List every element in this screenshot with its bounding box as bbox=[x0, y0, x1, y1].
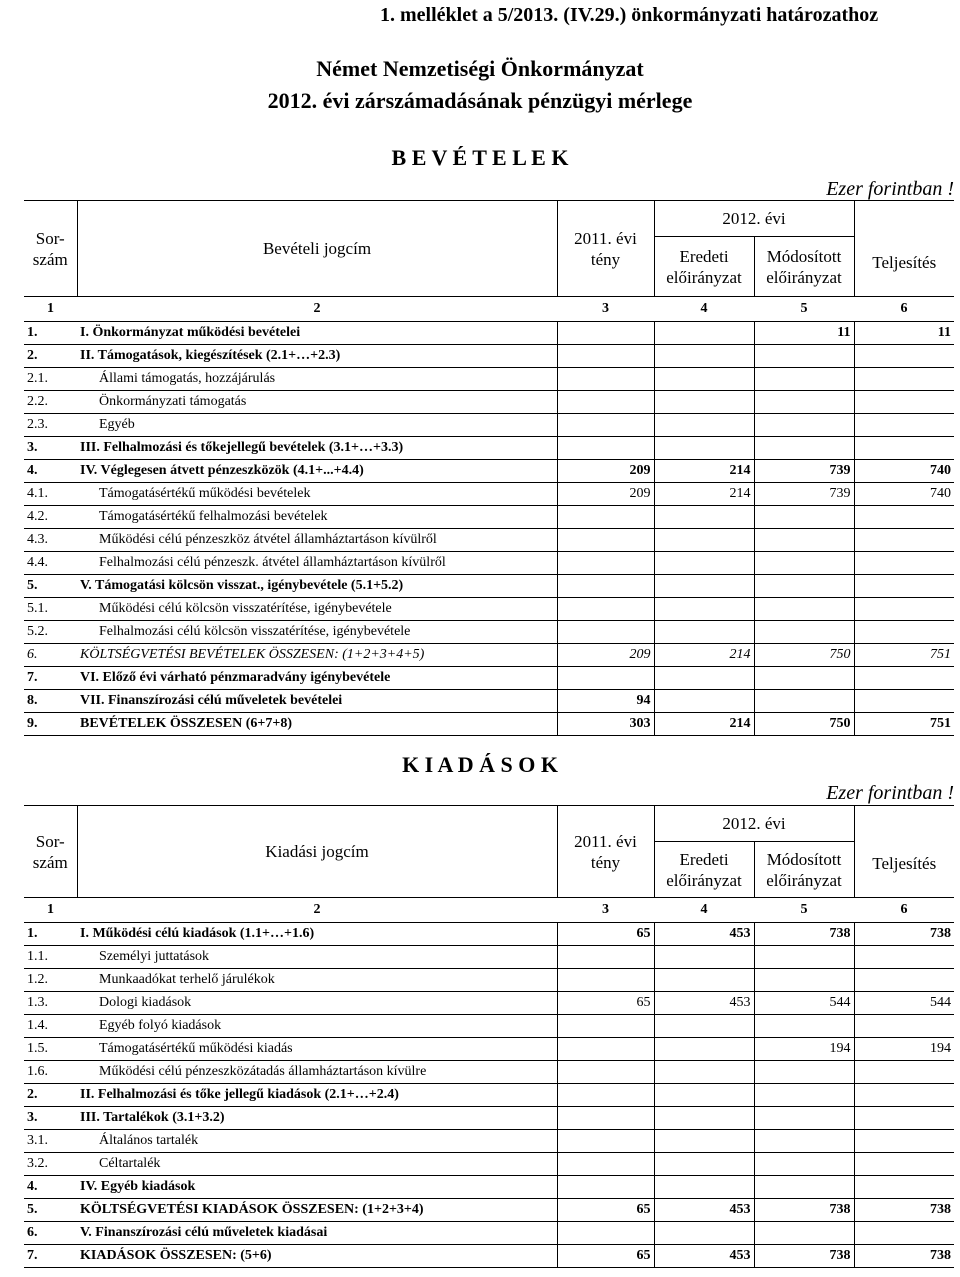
value-modositott: 544 bbox=[754, 992, 854, 1015]
col-header-sorszam: Sor- szám bbox=[24, 201, 77, 297]
row-number: 3.2. bbox=[24, 1153, 77, 1176]
value-2011-teny: 209 bbox=[557, 460, 654, 483]
value-2011-teny bbox=[557, 946, 654, 969]
row-label: II. Támogatások, kiegészítések (2.1+…+2.3) bbox=[77, 345, 557, 368]
value-teljesites: 740 bbox=[854, 460, 954, 483]
table-row bbox=[24, 644, 954, 667]
value-modositott bbox=[754, 552, 854, 575]
value-2011-teny bbox=[557, 437, 654, 460]
row-number: 4. bbox=[24, 1176, 77, 1199]
value-modositott bbox=[754, 1061, 854, 1084]
row-number: 6. bbox=[24, 644, 77, 667]
value-eredeti bbox=[654, 391, 754, 414]
row-label: V. Finanszírozási célú műveletek kiadásai bbox=[77, 1222, 557, 1245]
row-label: III. Felhalmozási és tőkejellegű bevételek (3.1+…+3.3) bbox=[77, 437, 557, 460]
col-number: 5 bbox=[754, 898, 854, 923]
value-modositott bbox=[754, 667, 854, 690]
value-eredeti bbox=[654, 690, 754, 713]
expense-table bbox=[24, 805, 954, 1268]
value-eredeti: 214 bbox=[654, 644, 754, 667]
revenue-unit-note: Ezer forintban ! bbox=[826, 178, 954, 200]
value-teljesites: 740 bbox=[854, 483, 954, 506]
value-2011-teny: 65 bbox=[557, 992, 654, 1015]
row-label: Támogatásértékű működési kiadás bbox=[77, 1038, 557, 1061]
col-number: 1 bbox=[24, 898, 77, 923]
value-modositott bbox=[754, 1153, 854, 1176]
row-number: 7. bbox=[24, 667, 77, 690]
value-teljesites bbox=[854, 345, 954, 368]
col-header-teljesites: Teljesítés bbox=[854, 201, 954, 297]
value-modositott bbox=[754, 621, 854, 644]
value-eredeti bbox=[654, 322, 754, 345]
value-modositott bbox=[754, 969, 854, 992]
row-label: Egyéb bbox=[77, 414, 557, 437]
row-label: KIADÁSOK ÖSSZESEN: (5+6) bbox=[77, 1245, 557, 1268]
row-number: 4.2. bbox=[24, 506, 77, 529]
col-number: 3 bbox=[557, 297, 654, 322]
col-number: 2 bbox=[77, 297, 557, 322]
value-2011-teny bbox=[557, 1107, 654, 1130]
col-header-year: 2012. évi bbox=[654, 806, 854, 842]
value-teljesites bbox=[854, 1107, 954, 1130]
value-eredeti bbox=[654, 1176, 754, 1199]
col-header-sorszam: Sor- szám bbox=[24, 806, 77, 898]
value-2011-teny: 209 bbox=[557, 644, 654, 667]
value-modositott: 739 bbox=[754, 483, 854, 506]
row-label: Személyi juttatások bbox=[77, 946, 557, 969]
value-2011-teny bbox=[557, 969, 654, 992]
table-row bbox=[24, 506, 954, 529]
value-2011-teny bbox=[557, 322, 654, 345]
value-modositott: 750 bbox=[754, 713, 854, 736]
value-teljesites bbox=[854, 391, 954, 414]
value-eredeti bbox=[654, 575, 754, 598]
value-2011-teny bbox=[557, 1038, 654, 1061]
table-row bbox=[24, 690, 954, 713]
col-header-year: 2012. évi bbox=[654, 201, 854, 237]
value-modositott bbox=[754, 437, 854, 460]
table-row bbox=[24, 483, 954, 506]
value-teljesites bbox=[854, 946, 954, 969]
row-number: 1.5. bbox=[24, 1038, 77, 1061]
value-modositott bbox=[754, 391, 854, 414]
value-2011-teny: 65 bbox=[557, 923, 654, 946]
value-2011-teny bbox=[557, 598, 654, 621]
value-eredeti bbox=[654, 1015, 754, 1038]
col-number: 1 bbox=[24, 297, 77, 322]
table-row bbox=[24, 1176, 954, 1199]
col-number: 4 bbox=[654, 297, 754, 322]
table-row bbox=[24, 598, 954, 621]
col-number: 4 bbox=[654, 898, 754, 923]
row-number: 3. bbox=[24, 1107, 77, 1130]
value-2011-teny bbox=[557, 1176, 654, 1199]
value-eredeti: 214 bbox=[654, 713, 754, 736]
value-2011-teny bbox=[557, 552, 654, 575]
value-modositott: 739 bbox=[754, 460, 854, 483]
table-row bbox=[24, 1153, 954, 1176]
value-teljesites: 194 bbox=[854, 1038, 954, 1061]
table-row bbox=[24, 713, 954, 736]
value-2011-teny bbox=[557, 667, 654, 690]
value-modositott: 738 bbox=[754, 1245, 854, 1268]
value-modositott: 194 bbox=[754, 1038, 854, 1061]
row-number: 1.3. bbox=[24, 992, 77, 1015]
table-row bbox=[24, 575, 954, 598]
value-2011-teny bbox=[557, 391, 654, 414]
col-header-modositott: Módosított előirányzat bbox=[754, 237, 854, 297]
value-modositott bbox=[754, 1107, 854, 1130]
table-row bbox=[24, 345, 954, 368]
value-modositott bbox=[754, 1130, 854, 1153]
col-header-teljesites: Teljesítés bbox=[854, 806, 954, 898]
value-teljesites: 738 bbox=[854, 1199, 954, 1222]
revenue-table bbox=[24, 200, 954, 736]
table-row bbox=[24, 460, 954, 483]
table-row bbox=[24, 992, 954, 1015]
value-teljesites bbox=[854, 1153, 954, 1176]
value-eredeti bbox=[654, 1107, 754, 1130]
value-modositott: 738 bbox=[754, 923, 854, 946]
value-2011-teny bbox=[557, 1015, 654, 1038]
row-label: Általános tartalék bbox=[77, 1130, 557, 1153]
value-modositott bbox=[754, 506, 854, 529]
table-row bbox=[24, 368, 954, 391]
row-number: 3.1. bbox=[24, 1130, 77, 1153]
table-row bbox=[24, 1061, 954, 1084]
value-eredeti bbox=[654, 506, 754, 529]
row-number: 2. bbox=[24, 345, 77, 368]
row-label: Állami támogatás, hozzájárulás bbox=[77, 368, 557, 391]
value-2011-teny bbox=[557, 506, 654, 529]
col-header-teny: 2011. évi tény bbox=[557, 806, 654, 898]
value-teljesites bbox=[854, 1176, 954, 1199]
value-modositott bbox=[754, 690, 854, 713]
value-eredeti bbox=[654, 969, 754, 992]
value-2011-teny bbox=[557, 1084, 654, 1107]
col-number: 6 bbox=[854, 898, 954, 923]
row-number: 6. bbox=[24, 1222, 77, 1245]
table-row bbox=[24, 667, 954, 690]
col-header-teny: 2011. évi tény bbox=[557, 201, 654, 297]
value-eredeti bbox=[654, 1222, 754, 1245]
value-teljesites bbox=[854, 598, 954, 621]
value-eredeti bbox=[654, 345, 754, 368]
value-eredeti bbox=[654, 529, 754, 552]
col-header-jogcim: Bevételi jogcím bbox=[77, 201, 557, 297]
value-2011-teny bbox=[557, 1153, 654, 1176]
table-row bbox=[24, 437, 954, 460]
expense-unit-note: Ezer forintban ! bbox=[826, 782, 954, 804]
row-number: 4.3. bbox=[24, 529, 77, 552]
col-header-modositott: Módosított előirányzat bbox=[754, 842, 854, 898]
table-row bbox=[24, 1107, 954, 1130]
row-label: Működési célú kölcsön visszatérítése, igénybevétele bbox=[77, 598, 557, 621]
value-eredeti bbox=[654, 946, 754, 969]
value-eredeti bbox=[654, 414, 754, 437]
value-modositott: 11 bbox=[754, 322, 854, 345]
value-2011-teny bbox=[557, 575, 654, 598]
row-number: 8. bbox=[24, 690, 77, 713]
row-number: 5. bbox=[24, 1199, 77, 1222]
value-eredeti: 453 bbox=[654, 1245, 754, 1268]
row-number: 2.3. bbox=[24, 414, 77, 437]
value-eredeti bbox=[654, 621, 754, 644]
value-teljesites bbox=[854, 1015, 954, 1038]
row-label: Munkaadókat terhelő járulékok bbox=[77, 969, 557, 992]
value-modositott bbox=[754, 414, 854, 437]
row-label: BEVÉTELEK ÖSSZESEN (6+7+8) bbox=[77, 713, 557, 736]
row-label: II. Felhalmozási és tőke jellegű kiadások (2.1+…+2.4) bbox=[77, 1084, 557, 1107]
row-number: 4.4. bbox=[24, 552, 77, 575]
value-eredeti bbox=[654, 1061, 754, 1084]
value-modositott bbox=[754, 1222, 854, 1245]
row-number: 3. bbox=[24, 437, 77, 460]
value-eredeti bbox=[654, 1130, 754, 1153]
value-teljesites bbox=[854, 506, 954, 529]
row-label: V. Támogatási kölcsön visszat., igénybevétele (5.1+5.2) bbox=[77, 575, 557, 598]
value-teljesites bbox=[854, 667, 954, 690]
table-row bbox=[24, 529, 954, 552]
row-label: Önkormányzati támogatás bbox=[77, 391, 557, 414]
value-teljesites bbox=[854, 969, 954, 992]
value-teljesites: 738 bbox=[854, 1245, 954, 1268]
row-label: Céltartalék bbox=[77, 1153, 557, 1176]
value-teljesites bbox=[854, 1061, 954, 1084]
row-label: Működési célú pénzeszközátadás államháztartáson kívülre bbox=[77, 1061, 557, 1084]
value-teljesites bbox=[854, 621, 954, 644]
row-label: Működési célú pénzeszköz átvétel államháztartáson kívülről bbox=[77, 529, 557, 552]
value-2011-teny: 303 bbox=[557, 713, 654, 736]
value-teljesites: 738 bbox=[854, 923, 954, 946]
organization-title: Német Nemzetiségi Önkormányzat bbox=[316, 56, 644, 81]
col-number: 5 bbox=[754, 297, 854, 322]
value-2011-teny bbox=[557, 414, 654, 437]
value-2011-teny: 209 bbox=[557, 483, 654, 506]
value-eredeti bbox=[654, 368, 754, 391]
row-label: Egyéb folyó kiadások bbox=[77, 1015, 557, 1038]
annex-title: 1. melléklet a 5/2013. (IV.29.) önkormányzati határozathoz bbox=[380, 4, 879, 26]
col-number: 3 bbox=[557, 898, 654, 923]
row-label: Dologi kiadások bbox=[77, 992, 557, 1015]
row-label: VII. Finanszírozási célú műveletek bevételei bbox=[77, 690, 557, 713]
value-teljesites bbox=[854, 1084, 954, 1107]
balance-subtitle: 2012. évi zárszámadásának pénzügyi mérlege bbox=[267, 88, 693, 113]
row-label: Támogatásértékű működési bevételek bbox=[77, 483, 557, 506]
row-number: 1. bbox=[24, 322, 77, 345]
row-number: 2. bbox=[24, 1084, 77, 1107]
row-label: KÖLTSÉGVETÉSI BEVÉTELEK ÖSSZESEN: (1+2+3+4+5) bbox=[77, 644, 557, 667]
value-teljesites bbox=[854, 414, 954, 437]
value-modositott bbox=[754, 1084, 854, 1107]
table-row bbox=[24, 1130, 954, 1153]
value-eredeti: 453 bbox=[654, 992, 754, 1015]
value-eredeti bbox=[654, 1084, 754, 1107]
row-number: 1. bbox=[24, 923, 77, 946]
table-row bbox=[24, 1245, 954, 1268]
table-row bbox=[24, 1015, 954, 1038]
row-number: 7. bbox=[24, 1245, 77, 1268]
row-number: 1.4. bbox=[24, 1015, 77, 1038]
col-header-eredeti: Eredeti előirányzat bbox=[654, 237, 754, 297]
value-eredeti: 214 bbox=[654, 483, 754, 506]
value-2011-teny bbox=[557, 529, 654, 552]
row-number: 4.1. bbox=[24, 483, 77, 506]
value-2011-teny: 65 bbox=[557, 1245, 654, 1268]
value-teljesites: 11 bbox=[854, 322, 954, 345]
value-eredeti bbox=[654, 552, 754, 575]
value-2011-teny bbox=[557, 621, 654, 644]
table-row bbox=[24, 1084, 954, 1107]
row-number: 5.1. bbox=[24, 598, 77, 621]
value-2011-teny bbox=[557, 1222, 654, 1245]
row-number: 5.2. bbox=[24, 621, 77, 644]
row-label: Felhalmozási célú kölcsön visszatérítése, igénybevétele bbox=[77, 621, 557, 644]
row-number: 5. bbox=[24, 575, 77, 598]
value-modositott: 750 bbox=[754, 644, 854, 667]
row-label: III. Tartalékok (3.1+3.2) bbox=[77, 1107, 557, 1130]
table-row bbox=[24, 969, 954, 992]
table-row bbox=[24, 946, 954, 969]
value-teljesites bbox=[854, 529, 954, 552]
table-row bbox=[24, 391, 954, 414]
value-teljesites: 544 bbox=[854, 992, 954, 1015]
value-teljesites bbox=[854, 368, 954, 391]
value-2011-teny bbox=[557, 368, 654, 391]
value-2011-teny: 94 bbox=[557, 690, 654, 713]
row-label: IV. Egyéb kiadások bbox=[77, 1176, 557, 1199]
table-row bbox=[24, 1222, 954, 1245]
col-number: 2 bbox=[77, 898, 557, 923]
value-teljesites bbox=[854, 552, 954, 575]
value-teljesites bbox=[854, 1130, 954, 1153]
value-eredeti bbox=[654, 1153, 754, 1176]
value-modositott bbox=[754, 368, 854, 391]
value-eredeti bbox=[654, 598, 754, 621]
value-modositott bbox=[754, 946, 854, 969]
value-modositott: 738 bbox=[754, 1199, 854, 1222]
value-eredeti bbox=[654, 437, 754, 460]
value-teljesites bbox=[854, 575, 954, 598]
table-row bbox=[24, 1199, 954, 1222]
value-modositott bbox=[754, 1015, 854, 1038]
value-2011-teny bbox=[557, 1130, 654, 1153]
table-row bbox=[24, 621, 954, 644]
value-modositott bbox=[754, 1176, 854, 1199]
row-number: 2.2. bbox=[24, 391, 77, 414]
row-label: KÖLTSÉGVETÉSI KIADÁSOK ÖSSZESEN: (1+2+3+4) bbox=[77, 1199, 557, 1222]
revenue-heading: B E V É T E L E K bbox=[391, 145, 569, 170]
table-row bbox=[24, 1038, 954, 1061]
value-teljesites bbox=[854, 437, 954, 460]
row-number: 2.1. bbox=[24, 368, 77, 391]
value-2011-teny bbox=[557, 1061, 654, 1084]
value-modositott bbox=[754, 575, 854, 598]
table-row bbox=[24, 322, 954, 345]
value-modositott bbox=[754, 598, 854, 621]
value-eredeti: 453 bbox=[654, 923, 754, 946]
value-eredeti bbox=[654, 1038, 754, 1061]
row-label: Támogatásértékű felhalmozási bevételek bbox=[77, 506, 557, 529]
value-2011-teny bbox=[557, 345, 654, 368]
table-row bbox=[24, 414, 954, 437]
row-label: VI. Előző évi várható pénzmaradvány igénybevétele bbox=[77, 667, 557, 690]
expense-heading: K I A D Á S O K bbox=[402, 752, 558, 777]
row-label: I. Működési célú kiadások (1.1+…+1.6) bbox=[77, 923, 557, 946]
table-row bbox=[24, 923, 954, 946]
table-row bbox=[24, 552, 954, 575]
value-teljesites bbox=[854, 1222, 954, 1245]
col-header-eredeti: Eredeti előirányzat bbox=[654, 842, 754, 898]
row-number: 1.2. bbox=[24, 969, 77, 992]
value-modositott bbox=[754, 345, 854, 368]
col-number: 6 bbox=[854, 297, 954, 322]
row-label: I. Önkormányzat működési bevételei bbox=[77, 322, 557, 345]
row-number: 4. bbox=[24, 460, 77, 483]
value-2011-teny: 65 bbox=[557, 1199, 654, 1222]
value-teljesites bbox=[854, 690, 954, 713]
value-eredeti: 214 bbox=[654, 460, 754, 483]
value-modositott bbox=[754, 529, 854, 552]
row-number: 1.6. bbox=[24, 1061, 77, 1084]
value-eredeti: 453 bbox=[654, 1199, 754, 1222]
value-teljesites: 751 bbox=[854, 644, 954, 667]
value-teljesites: 751 bbox=[854, 713, 954, 736]
col-header-jogcim: Kiadási jogcím bbox=[77, 806, 557, 898]
row-label: Felhalmozási célú pénzeszk. átvétel államháztartáson kívülről bbox=[77, 552, 557, 575]
row-number: 1.1. bbox=[24, 946, 77, 969]
row-label: IV. Véglegesen átvett pénzeszközök (4.1+...+4.4) bbox=[77, 460, 557, 483]
value-eredeti bbox=[654, 667, 754, 690]
row-number: 9. bbox=[24, 713, 77, 736]
